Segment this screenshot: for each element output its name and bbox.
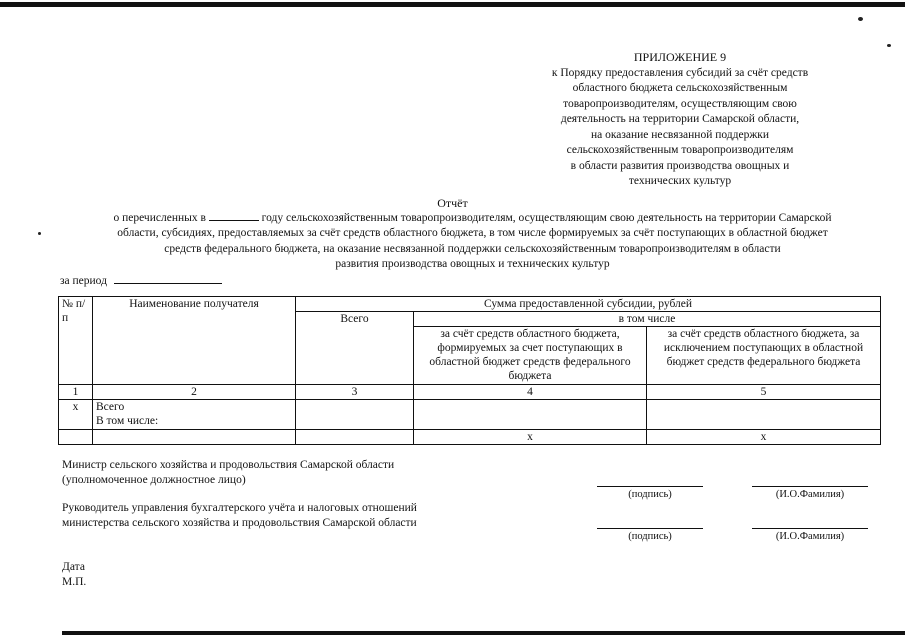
appendix-line: в области развития производства овощных и: [570, 159, 790, 172]
stamp-label: М.П.: [62, 576, 87, 588]
minister-title: Министр сельского хозяйства и продовольствия Самарской области: [62, 459, 395, 471]
header-federal-funds: за счёт средств областного бюджета, формируемых за счет поступающих в областной бюджет средств федерального бюджета: [414, 327, 647, 385]
table-cell[interactable]: [59, 430, 93, 445]
accounting-head-block: [62, 501, 417, 531]
period-label: за период: [60, 275, 107, 287]
appendix-header: [520, 50, 840, 190]
table-header-row: [59, 297, 881, 312]
header-total: Всего: [296, 312, 414, 385]
head-name-line[interactable]: [752, 528, 868, 529]
date-stamp-block: [62, 560, 86, 590]
header-number: № п/п: [59, 297, 93, 385]
table-cell: х: [647, 430, 881, 445]
scan-speck: [38, 232, 41, 235]
period-blank-field[interactable]: [114, 274, 222, 284]
period-row: [60, 274, 222, 287]
table-cell: х: [414, 430, 647, 445]
accounting-head-title: Руководитель управления бухгалтерского учёта и налоговых отношений: [62, 502, 417, 514]
report-line-4: развития производства овощных и технических культур: [335, 257, 610, 270]
minister-signature-caption: (подпись): [628, 489, 672, 500]
column-number: 1: [59, 385, 93, 400]
report-title: Отчёт: [437, 196, 468, 210]
table-cell[interactable]: [414, 400, 647, 430]
header-including: в том числе: [414, 312, 881, 327]
header-recipient-name: Наименование получателя: [93, 297, 296, 385]
scan-speck: [858, 17, 863, 21]
scan-edge-top: [0, 2, 905, 7]
subsidy-table: [58, 296, 881, 445]
column-number: 4: [414, 385, 647, 400]
appendix-title: ПРИЛОЖЕНИЕ 9: [633, 50, 727, 64]
table-cell[interactable]: [647, 400, 881, 430]
total-row-number: х: [59, 400, 93, 430]
column-number: 5: [647, 385, 881, 400]
accounting-head-subtitle: министерства сельского хозяйства и продовольствия Самарской области: [62, 517, 417, 529]
report-line-2: области, субсидиях, предоставляемых за счёт средств областного бюджета, в том числе формируемых за счёт поступающих в областной бюджет: [117, 227, 828, 240]
total-row-label: [93, 400, 296, 430]
header-subsidy-sum: Сумма предоставленной субсидии, рублей: [296, 297, 881, 312]
appendix-line: товаропроизводителям, осуществляющим свою: [563, 97, 797, 110]
table-row: [59, 430, 881, 445]
column-number-row: [59, 385, 881, 400]
scan-edge-bottom: [62, 631, 905, 635]
minister-name-line[interactable]: [752, 486, 868, 487]
date-label: Дата: [62, 561, 85, 573]
report-description: [55, 211, 890, 272]
head-name-caption: (И.О.Фамилия): [775, 531, 845, 542]
column-number: 3: [296, 385, 414, 400]
minister-subtitle: (уполномоченное должностное лицо): [62, 474, 246, 486]
table-cell[interactable]: [93, 430, 296, 445]
report-line-3: средств федерального бюджета, на оказание несвязанной поддержки сельскохозяйственным товаропроизводителям в области: [164, 242, 781, 255]
head-signature-caption: (подпись): [628, 531, 672, 542]
scan-speck: [887, 44, 891, 47]
year-blank-field[interactable]: [209, 211, 259, 221]
minister-signature-line[interactable]: [597, 486, 703, 487]
appendix-line: к Порядку предоставления субсидий за счёт средств: [551, 66, 809, 79]
header-regional-funds: за счёт средств областного бюджета, за исключением поступающих в областной бюджет средств федерального бюджета: [647, 327, 881, 385]
column-number: 2: [93, 385, 296, 400]
including-label: В том числе:: [96, 415, 159, 427]
report-line-1-start: о перечисленных в: [113, 212, 206, 224]
report-line-1: [55, 211, 890, 226]
report-line-1-end: году сельскохозяйственным товаропроизводителям, осуществляющим свою деятельность на территории Самарской: [261, 212, 832, 224]
minister-name-caption: (И.О.Фамилия): [775, 489, 845, 500]
table-row: [59, 400, 881, 430]
head-signature-line[interactable]: [597, 528, 703, 529]
appendix-line: на оказание несвязанной поддержки: [590, 128, 770, 141]
total-label: Всего: [96, 401, 125, 413]
table-cell[interactable]: [296, 400, 414, 430]
appendix-line: областного бюджета сельскохозяйственным: [572, 82, 788, 94]
table-cell[interactable]: [296, 430, 414, 445]
appendix-line: деятельность на территории Самарской области,: [560, 113, 800, 125]
appendix-line: технических культур: [628, 175, 732, 187]
minister-block: [62, 458, 394, 488]
appendix-line: сельскохозяйственным товаропроизводителям: [566, 144, 794, 156]
